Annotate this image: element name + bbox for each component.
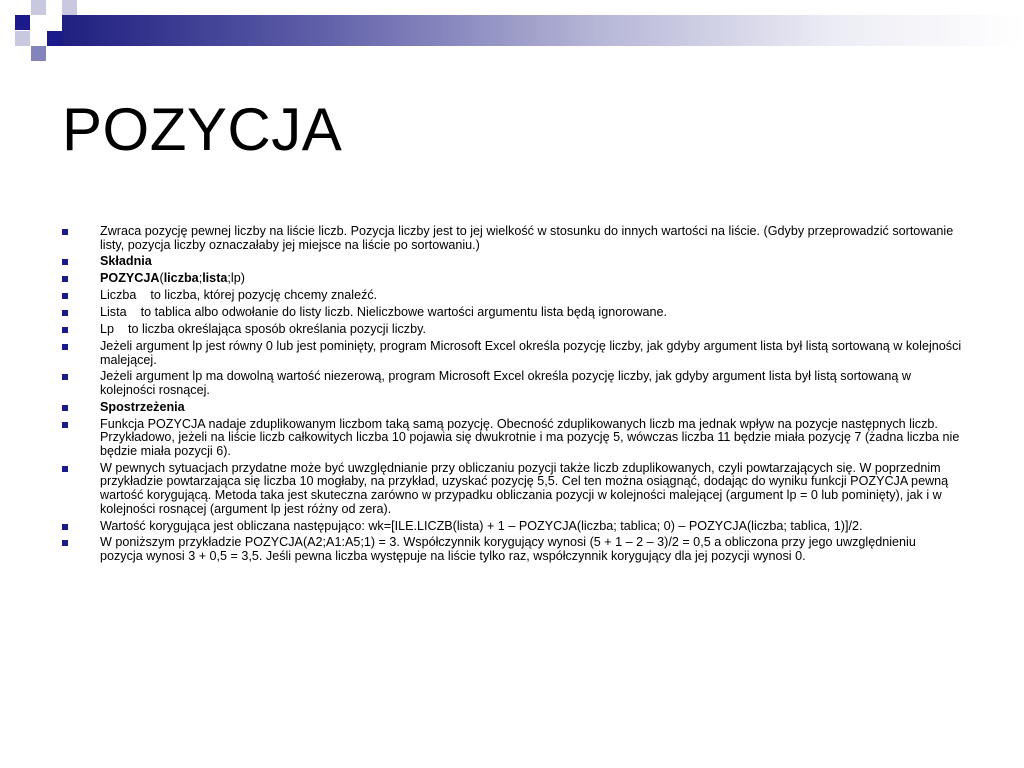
syntax-paren: ( <box>159 271 164 286</box>
bullet-item <box>62 536 962 563</box>
deco-square <box>31 46 46 61</box>
bullet-item <box>62 225 962 252</box>
bullet-item <box>62 306 962 320</box>
bullet-text: W pewnych sytuacjach przydatne może być uwzględnianie przy obliczaniu pozycji także liczb zduplikowanych, czyli powtarzających się. W poprzednim przykładzie powtarzająca się liczba 10 mogłaby, na przykład, uzyskać pozycję 5,5. Cel ten można osiągnąć, dodając do wyniku funkcji POZYCJA pewną wartość korygującą. Metoda taka jest skuteczna zarówno w przypadku obliczania pozycji w kolejności malejącej (argument lp = 0 lub pominięty), jak i w kolejności rosnącej (argument lp jest różny od zera). <box>100 460 949 516</box>
bullet-text: Jeżeli argument lp ma dowolną wartość niezerową, program Microsoft Excel określa pozycję liczby, jak gdyby argument lista był listą sortowaną w kolejności rosnącej. <box>100 369 912 398</box>
bullet-item <box>62 323 962 337</box>
bullet-item <box>62 462 962 516</box>
bullet-text: Liczba to liczba, której pozycję chcemy znaleźć. <box>100 288 378 303</box>
section-heading: Składnia <box>100 254 152 269</box>
deco-square <box>15 31 30 46</box>
title-decoration <box>0 0 1024 70</box>
bullet-list <box>62 225 962 567</box>
square-bullet-icon <box>62 524 68 530</box>
square-bullet-icon <box>62 540 68 546</box>
bullet-item <box>62 418 962 459</box>
deco-square <box>47 31 62 46</box>
syntax-separator: ; <box>198 271 203 286</box>
square-bullet-icon <box>62 259 68 265</box>
bullet-text: Zwraca pozycję pewnej liczby na liście liczb. Pozycja liczby jest to jej wielkość w stosunku do innych wartości na liście. (Gdyby przeprowadzić sortowanie listy, pozycja liczby oznaczałaby jej miejsce na liście po sortowaniu.) <box>100 224 954 252</box>
bullet-item <box>62 370 962 397</box>
deco-square <box>62 0 77 15</box>
bullet-item <box>62 255 962 269</box>
bullet-text: Jeżeli argument lp jest równy 0 lub jest pominięty, program Microsoft Excel określa pozycję liczby, jak gdyby argument lista był listą sortowaną w kolejności malejącej. <box>100 338 962 367</box>
bullet-text: W poniższym przykładzie POZYCJA(A2;A1:A5;1) = 3. Współczynnik korygujący wynosi (5 + 1 – 2 – 3)/2 = 0,5 a obliczona przy jego uwzględnieniu pozycja wynosi 3 + 0,5 = 3,5. Jeśli pewna liczba występuje na liście tylko raz, współczynnik korygujący dla jej pozycji wynosi 0. <box>100 535 916 564</box>
bullet-item <box>62 289 962 303</box>
syntax-arg: lista <box>202 271 228 286</box>
square-bullet-icon <box>62 374 68 380</box>
bullet-text: Lista to tablica albo odwołanie do listy liczb. Nieliczbowe wartości argumentu lista będą ignorowane. <box>100 305 668 320</box>
square-bullet-icon <box>62 310 68 316</box>
square-bullet-icon <box>62 327 68 333</box>
square-bullet-icon <box>62 229 68 235</box>
bullet-item <box>62 272 962 286</box>
square-bullet-icon <box>62 344 68 350</box>
bullet-item <box>62 401 962 415</box>
deco-square <box>31 0 46 15</box>
gradient-bar <box>62 15 1024 46</box>
bullet-text: Wartość korygująca jest obliczana następująco: wk=[ILE.LICZB(lista) + 1 – POZYCJA(liczba; tablica; 0) – POZYCJA(liczba; tablica, 1)]/2. <box>100 518 863 533</box>
slide-title: POZYCJA <box>62 96 343 163</box>
deco-square <box>15 15 30 30</box>
square-bullet-icon <box>62 276 68 282</box>
square-bullet-icon <box>62 405 68 411</box>
bullet-text: Funkcja POZYCJA nadaje zduplikowanym liczbom taką samą pozycję. Obecność zduplikowanych liczb ma jednak wpływ na pozycje następnych liczb. Przykładowo, jeżeli na liście liczb całkowitych liczba 10 pojawia się dwukrotnie i ma pozycję 5, wówczas liczba 11 będzie miała pozycję 7 (żadna liczba nie będzie miała pozycji 6). <box>100 416 960 458</box>
syntax-arg: liczba <box>163 271 199 286</box>
deco-square <box>47 15 62 30</box>
bullet-item <box>62 340 962 367</box>
bullet-item <box>62 520 962 534</box>
square-bullet-icon <box>62 293 68 299</box>
square-bullet-icon <box>62 422 68 428</box>
bullet-text: Lp to liczba określająca sposób określania pozycji liczby. <box>100 322 426 337</box>
deco-square <box>0 0 15 15</box>
syntax-function: POZYCJA <box>100 271 160 286</box>
section-heading: Spostrzeżenia <box>100 399 185 414</box>
square-bullet-icon <box>62 466 68 472</box>
syntax-rest: ;lp) <box>227 271 245 286</box>
